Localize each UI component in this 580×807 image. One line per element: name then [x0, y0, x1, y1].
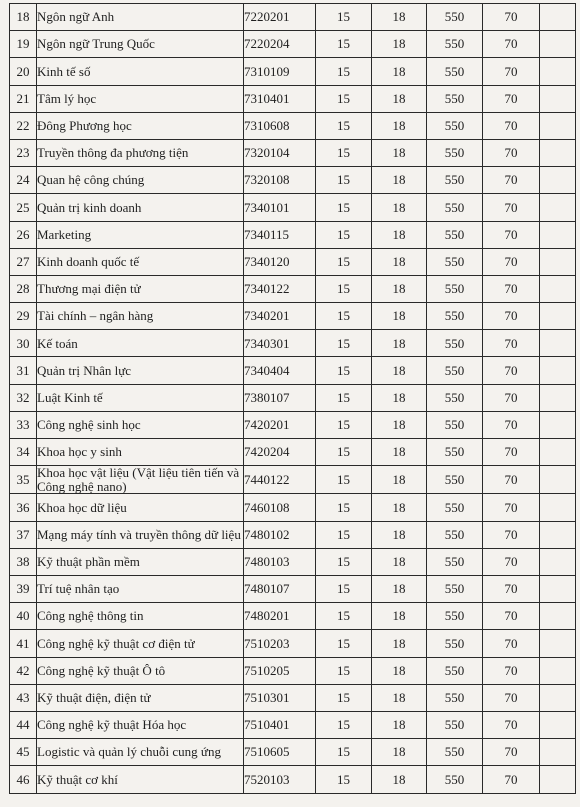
empty-cell — [540, 630, 576, 657]
program-code: 7510205 — [244, 657, 316, 684]
empty-cell — [540, 494, 576, 521]
program-code: 7510605 — [244, 739, 316, 766]
value-col-b: 18 — [372, 248, 427, 275]
program-name: Ngôn ngữ Anh — [37, 4, 244, 31]
value-col-b: 18 — [372, 384, 427, 411]
program-name: Luật Kinh tế — [37, 384, 244, 411]
value-col-a: 15 — [316, 303, 372, 330]
value-col-c: 550 — [427, 711, 483, 738]
table-row — [10, 521, 576, 548]
value-col-d: 70 — [483, 466, 540, 494]
row-number: 37 — [10, 521, 37, 548]
value-col-b: 18 — [372, 85, 427, 112]
value-col-d: 70 — [483, 494, 540, 521]
value-col-c: 550 — [427, 466, 483, 494]
value-col-d: 70 — [483, 357, 540, 384]
value-col-d: 70 — [483, 439, 540, 466]
value-col-d: 70 — [483, 739, 540, 766]
row-number: 35 — [10, 466, 37, 494]
empty-cell — [540, 357, 576, 384]
program-name: Quản trị kinh doanh — [37, 194, 244, 221]
value-col-a: 15 — [316, 221, 372, 248]
value-col-c: 550 — [427, 31, 483, 58]
empty-cell — [540, 766, 576, 793]
empty-cell — [540, 684, 576, 711]
empty-cell — [540, 330, 576, 357]
table-row — [10, 684, 576, 711]
row-number: 44 — [10, 711, 37, 738]
value-col-d: 70 — [483, 411, 540, 438]
value-col-b: 18 — [372, 4, 427, 31]
program-name: Quan hệ công chúng — [37, 167, 244, 194]
table-row — [10, 494, 576, 521]
value-col-d: 70 — [483, 248, 540, 275]
value-col-c: 550 — [427, 548, 483, 575]
row-number: 36 — [10, 494, 37, 521]
empty-cell — [540, 384, 576, 411]
value-col-b: 18 — [372, 439, 427, 466]
row-number: 43 — [10, 684, 37, 711]
value-col-c: 550 — [427, 167, 483, 194]
empty-cell — [540, 548, 576, 575]
program-name: Kinh tế số — [37, 58, 244, 85]
table-row — [10, 275, 576, 302]
value-col-a: 15 — [316, 739, 372, 766]
value-col-b: 18 — [372, 411, 427, 438]
value-col-d: 70 — [483, 603, 540, 630]
value-col-d: 70 — [483, 58, 540, 85]
program-code: 7480201 — [244, 603, 316, 630]
value-col-a: 15 — [316, 31, 372, 58]
table-row — [10, 603, 576, 630]
empty-cell — [540, 466, 576, 494]
empty-cell — [540, 85, 576, 112]
value-col-b: 18 — [372, 167, 427, 194]
value-col-a: 15 — [316, 357, 372, 384]
table-row — [10, 112, 576, 139]
program-code: 7340120 — [244, 248, 316, 275]
value-col-b: 18 — [372, 711, 427, 738]
value-col-c: 550 — [427, 603, 483, 630]
table-row — [10, 221, 576, 248]
empty-cell — [540, 167, 576, 194]
empty-cell — [540, 411, 576, 438]
program-name: Truyền thông đa phương tiện — [37, 139, 244, 166]
value-col-d: 70 — [483, 521, 540, 548]
value-col-b: 18 — [372, 139, 427, 166]
table-row — [10, 548, 576, 575]
empty-cell — [540, 603, 576, 630]
value-col-d: 70 — [483, 576, 540, 603]
table-row — [10, 576, 576, 603]
row-number: 23 — [10, 139, 37, 166]
value-col-d: 70 — [483, 384, 540, 411]
value-col-d: 70 — [483, 548, 540, 575]
empty-cell — [540, 221, 576, 248]
value-col-d: 70 — [483, 711, 540, 738]
program-name: Logistic và quản lý chuỗi cung ứng — [37, 739, 244, 766]
value-col-d: 70 — [483, 194, 540, 221]
value-col-b: 18 — [372, 684, 427, 711]
empty-cell — [540, 439, 576, 466]
value-col-c: 550 — [427, 739, 483, 766]
program-name: Khoa học y sinh — [37, 439, 244, 466]
empty-cell — [540, 275, 576, 302]
program-code: 7340201 — [244, 303, 316, 330]
value-col-c: 550 — [427, 411, 483, 438]
table-row — [10, 167, 576, 194]
program-name: Kỹ thuật phần mềm — [37, 548, 244, 575]
value-col-b: 18 — [372, 221, 427, 248]
value-col-c: 550 — [427, 58, 483, 85]
empty-cell — [540, 139, 576, 166]
program-code: 7510401 — [244, 711, 316, 738]
program-code: 7320108 — [244, 167, 316, 194]
value-col-c: 550 — [427, 384, 483, 411]
value-col-c: 550 — [427, 139, 483, 166]
value-col-b: 18 — [372, 31, 427, 58]
value-col-a: 15 — [316, 330, 372, 357]
value-col-a: 15 — [316, 603, 372, 630]
value-col-b: 18 — [372, 739, 427, 766]
value-col-b: 18 — [372, 494, 427, 521]
value-col-d: 70 — [483, 630, 540, 657]
program-code: 7310401 — [244, 85, 316, 112]
value-col-b: 18 — [372, 466, 427, 494]
program-code: 7480107 — [244, 576, 316, 603]
table-row — [10, 303, 576, 330]
row-number: 28 — [10, 275, 37, 302]
program-code: 7220204 — [244, 31, 316, 58]
value-col-c: 550 — [427, 766, 483, 793]
value-col-d: 70 — [483, 303, 540, 330]
value-col-c: 550 — [427, 684, 483, 711]
table-body — [10, 4, 576, 794]
value-col-b: 18 — [372, 303, 427, 330]
value-col-a: 15 — [316, 711, 372, 738]
value-col-d: 70 — [483, 112, 540, 139]
program-code: 7340404 — [244, 357, 316, 384]
empty-cell — [540, 248, 576, 275]
value-col-d: 70 — [483, 4, 540, 31]
value-col-d: 70 — [483, 330, 540, 357]
program-code: 7440122 — [244, 466, 316, 494]
row-number: 30 — [10, 330, 37, 357]
row-number: 40 — [10, 603, 37, 630]
program-name: Kỹ thuật điện, điện tử — [37, 684, 244, 711]
row-number: 32 — [10, 384, 37, 411]
value-col-c: 550 — [427, 330, 483, 357]
value-col-a: 15 — [316, 521, 372, 548]
value-col-b: 18 — [372, 657, 427, 684]
value-col-a: 15 — [316, 85, 372, 112]
value-col-c: 550 — [427, 303, 483, 330]
value-col-c: 550 — [427, 521, 483, 548]
empty-cell — [540, 711, 576, 738]
row-number: 21 — [10, 85, 37, 112]
table-row — [10, 194, 576, 221]
empty-cell — [540, 194, 576, 221]
table-row — [10, 139, 576, 166]
table-row — [10, 439, 576, 466]
value-col-d: 70 — [483, 657, 540, 684]
program-code: 7480103 — [244, 548, 316, 575]
value-col-c: 550 — [427, 357, 483, 384]
table-row — [10, 411, 576, 438]
value-col-a: 15 — [316, 439, 372, 466]
row-number: 31 — [10, 357, 37, 384]
row-number: 42 — [10, 657, 37, 684]
program-code: 7480102 — [244, 521, 316, 548]
row-number: 26 — [10, 221, 37, 248]
table-row — [10, 657, 576, 684]
row-number: 18 — [10, 4, 37, 31]
value-col-c: 550 — [427, 85, 483, 112]
table-row — [10, 4, 576, 31]
value-col-c: 550 — [427, 630, 483, 657]
program-name: Tâm lý học — [37, 85, 244, 112]
table-row — [10, 384, 576, 411]
row-number: 41 — [10, 630, 37, 657]
program-code: 7220201 — [244, 4, 316, 31]
program-code: 7510301 — [244, 684, 316, 711]
program-name: Công nghệ thông tin — [37, 603, 244, 630]
table-row — [10, 248, 576, 275]
program-code: 7420201 — [244, 411, 316, 438]
program-name: Khoa học dữ liệu — [37, 494, 244, 521]
program-code: 7340122 — [244, 275, 316, 302]
value-col-b: 18 — [372, 603, 427, 630]
value-col-a: 15 — [316, 384, 372, 411]
value-col-b: 18 — [372, 330, 427, 357]
value-col-b: 18 — [372, 58, 427, 85]
program-code: 7310109 — [244, 58, 316, 85]
row-number: 45 — [10, 739, 37, 766]
value-col-b: 18 — [372, 630, 427, 657]
value-col-c: 550 — [427, 248, 483, 275]
value-col-c: 550 — [427, 439, 483, 466]
empty-cell — [540, 303, 576, 330]
value-col-a: 15 — [316, 548, 372, 575]
value-col-b: 18 — [372, 766, 427, 793]
empty-cell — [540, 31, 576, 58]
program-name: Marketing — [37, 221, 244, 248]
program-code: 7510203 — [244, 630, 316, 657]
program-code: 7420204 — [244, 439, 316, 466]
empty-cell — [540, 4, 576, 31]
value-col-a: 15 — [316, 494, 372, 521]
value-col-d: 70 — [483, 85, 540, 112]
row-number: 34 — [10, 439, 37, 466]
table-row — [10, 85, 576, 112]
empty-cell — [540, 112, 576, 139]
program-name: Kỹ thuật cơ khí — [37, 766, 244, 793]
program-code: 7340101 — [244, 194, 316, 221]
value-col-a: 15 — [316, 466, 372, 494]
program-code: 7520103 — [244, 766, 316, 793]
value-col-a: 15 — [316, 411, 372, 438]
program-name: Công nghệ kỹ thuật Hóa học — [37, 711, 244, 738]
value-col-d: 70 — [483, 766, 540, 793]
program-name: Thương mại điện tử — [37, 275, 244, 302]
value-col-c: 550 — [427, 221, 483, 248]
table-row — [10, 466, 576, 494]
value-col-a: 15 — [316, 684, 372, 711]
program-name: Tài chính – ngân hàng — [37, 303, 244, 330]
value-col-b: 18 — [372, 112, 427, 139]
row-number: 46 — [10, 766, 37, 793]
value-col-c: 550 — [427, 4, 483, 31]
value-col-b: 18 — [372, 576, 427, 603]
value-col-c: 550 — [427, 194, 483, 221]
value-col-a: 15 — [316, 4, 372, 31]
table-row — [10, 739, 576, 766]
program-code: 7310608 — [244, 112, 316, 139]
value-col-b: 18 — [372, 521, 427, 548]
program-code: 7320104 — [244, 139, 316, 166]
empty-cell — [540, 576, 576, 603]
program-name: Công nghệ sinh học — [37, 411, 244, 438]
row-number: 25 — [10, 194, 37, 221]
admission-table — [9, 3, 576, 794]
table-row — [10, 711, 576, 738]
program-name: Trí tuệ nhân tạo — [37, 576, 244, 603]
value-col-a: 15 — [316, 275, 372, 302]
empty-cell — [540, 521, 576, 548]
value-col-a: 15 — [316, 167, 372, 194]
value-col-d: 70 — [483, 684, 540, 711]
value-col-a: 15 — [316, 112, 372, 139]
program-name: Công nghệ kỹ thuật Ô tô — [37, 657, 244, 684]
row-number: 27 — [10, 248, 37, 275]
value-col-a: 15 — [316, 248, 372, 275]
value-col-c: 550 — [427, 112, 483, 139]
table-row — [10, 766, 576, 793]
table-row — [10, 357, 576, 384]
program-code: 7340115 — [244, 221, 316, 248]
row-number: 20 — [10, 58, 37, 85]
value-col-a: 15 — [316, 657, 372, 684]
value-col-b: 18 — [372, 357, 427, 384]
row-number: 22 — [10, 112, 37, 139]
row-number: 33 — [10, 411, 37, 438]
value-col-a: 15 — [316, 630, 372, 657]
value-col-c: 550 — [427, 275, 483, 302]
row-number: 29 — [10, 303, 37, 330]
value-col-b: 18 — [372, 275, 427, 302]
program-code: 7460108 — [244, 494, 316, 521]
program-name: Mạng máy tính và truyền thông dữ liệu — [37, 521, 244, 548]
program-name: Ngôn ngữ Trung Quốc — [37, 31, 244, 58]
value-col-d: 70 — [483, 31, 540, 58]
value-col-c: 550 — [427, 494, 483, 521]
table-row — [10, 330, 576, 357]
value-col-a: 15 — [316, 194, 372, 221]
program-code: 7340301 — [244, 330, 316, 357]
empty-cell — [540, 657, 576, 684]
value-col-a: 15 — [316, 766, 372, 793]
row-number: 38 — [10, 548, 37, 575]
empty-cell — [540, 58, 576, 85]
program-name: Khoa học vật liệu (Vật liệu tiên tiến và Công nghệ nano) — [37, 466, 244, 494]
value-col-d: 70 — [483, 221, 540, 248]
row-number: 19 — [10, 31, 37, 58]
program-name: Kế toán — [37, 330, 244, 357]
value-col-c: 550 — [427, 576, 483, 603]
value-col-c: 550 — [427, 657, 483, 684]
value-col-b: 18 — [372, 194, 427, 221]
value-col-d: 70 — [483, 167, 540, 194]
table-row — [10, 58, 576, 85]
program-name: Quản trị Nhân lực — [37, 357, 244, 384]
value-col-b: 18 — [372, 548, 427, 575]
value-col-a: 15 — [316, 139, 372, 166]
row-number: 24 — [10, 167, 37, 194]
empty-cell — [540, 739, 576, 766]
row-number: 39 — [10, 576, 37, 603]
value-col-a: 15 — [316, 576, 372, 603]
table-row — [10, 630, 576, 657]
program-name: Đông Phương học — [37, 112, 244, 139]
value-col-a: 15 — [316, 58, 372, 85]
value-col-d: 70 — [483, 275, 540, 302]
table-row — [10, 31, 576, 58]
program-name: Công nghệ kỹ thuật cơ điện tử — [37, 630, 244, 657]
program-name: Kinh doanh quốc tế — [37, 248, 244, 275]
value-col-d: 70 — [483, 139, 540, 166]
program-code: 7380107 — [244, 384, 316, 411]
